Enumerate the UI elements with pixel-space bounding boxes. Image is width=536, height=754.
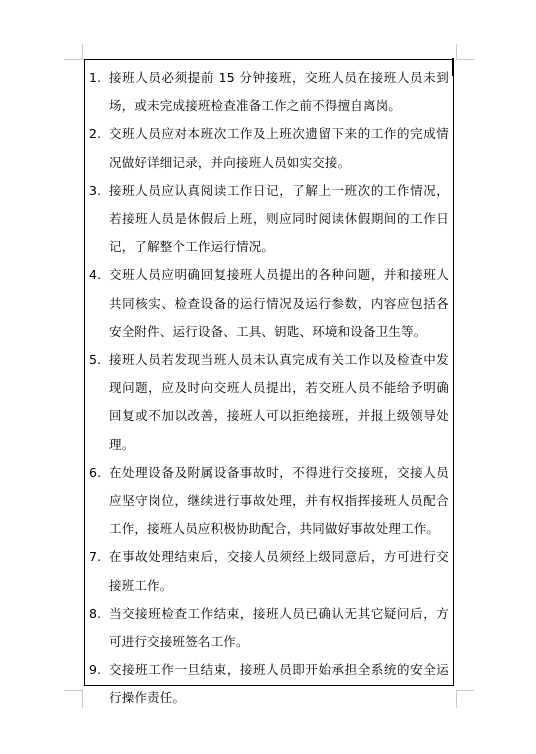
crop-mark-bottom-left	[82, 690, 83, 708]
crop-mark-bottom-left	[64, 690, 82, 691]
item-text: 交班人员应明确回复接班人员提出的各种问题，并和接班人共同核实、检查设备的运行情况及运行参数，内容应包括各安全附件、运行设备、工具、钥匙、环境和设备卫生等。	[109, 267, 449, 339]
item-number: 4.	[89, 267, 102, 283]
item-text: 接班人员必须提前 15 分钟接班，交班人员在接班人员未到场，或未完成接班检查准备工作之前不得擅自离岗。	[109, 70, 449, 114]
list-item	[85, 543, 453, 599]
item-text: 交接班工作一旦结束，接班人员即开始承担全系统的安全运行操作责任。	[109, 662, 449, 706]
item-text: 在事故处理结束后，交接人员须经上级同意后，方可进行交接班工作。	[109, 549, 449, 593]
item-number: 7.	[89, 549, 102, 565]
item-text: 交班人员应对本班次工作及上班次遗留下来的工作的完成情况做好详细记录，并向接班人员如实交接。	[109, 126, 449, 170]
crop-mark-top-right	[456, 44, 457, 60]
list-item	[85, 261, 453, 346]
list-item	[85, 120, 453, 176]
item-number: 5.	[89, 352, 102, 368]
list-item	[85, 656, 453, 712]
list-item	[85, 346, 453, 459]
list-item	[85, 177, 453, 262]
item-number: 3.	[89, 182, 102, 198]
text-cursor	[452, 58, 454, 76]
item-number: 8.	[89, 605, 102, 621]
list-item	[85, 600, 453, 656]
item-number: 9.	[89, 662, 102, 678]
item-text: 当交接班检查工作结束，接班人员已确认无其它疑问后，方可进行交接班签名工作。	[109, 605, 449, 650]
rules-text-frame[interactable]	[84, 59, 454, 706]
crop-mark-top-left	[64, 59, 82, 60]
list-item	[85, 64, 453, 120]
item-number: 1.	[89, 70, 102, 85]
item-number: 6.	[89, 464, 102, 480]
crop-mark-top-left	[82, 44, 83, 60]
crop-mark-top-right	[456, 59, 474, 60]
list-item	[85, 459, 453, 544]
crop-mark-bottom-right	[456, 690, 457, 708]
crop-mark-bottom-right	[456, 690, 474, 691]
item-text: 在处理设备及附属设备事故时，不得进行交接班，交接人员应坚守岗位，继续进行事故处理，并有权指挥接班人员配合工作，接班人员应积极协助配合，共同做好事故处理工作。	[109, 464, 449, 537]
item-text: 接班人员若发现当班人员未认真完成有关工作以及检查中发现问题，应及时向交班人员提出，若交班人员不能给予明确回复或不加以改善，接班人可以拒绝接班，并报上级领导处理。	[109, 352, 449, 452]
item-text: 接班人员应认真阅读工作日记，了解上一班次的工作情况，若接班人员是休假后上班，则应同时阅读休假期间的工作日记，了解整个工作运行情况。	[109, 182, 449, 255]
item-number: 2.	[89, 126, 102, 142]
handover-rules-list	[85, 64, 453, 713]
